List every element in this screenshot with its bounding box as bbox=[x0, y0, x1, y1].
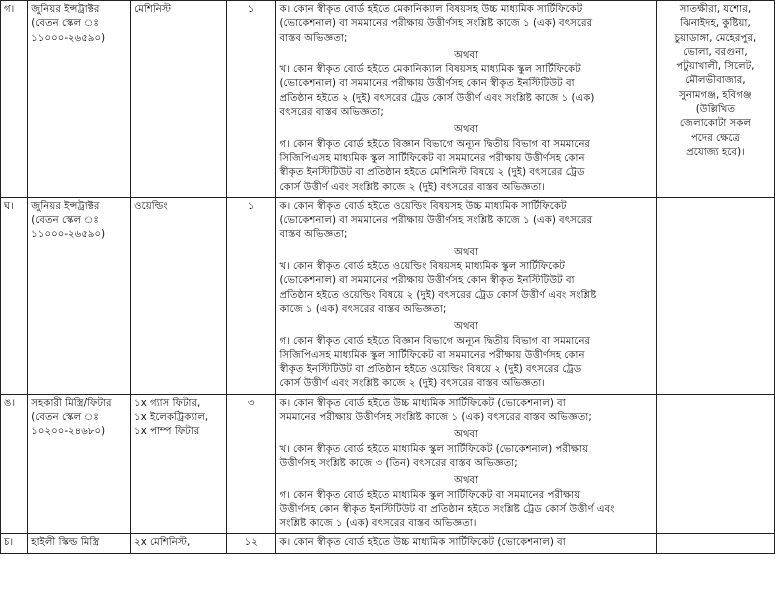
qualification-line: ক। কোন স্বীকৃত বোর্ড হইতে ওয়েল্ডিং বিষয়সহ উচ্চ মাধ্যমিক সার্টিফিকেট bbox=[279, 200, 567, 212]
or-separator: অথবা bbox=[454, 475, 479, 487]
district-line: চুয়াডাঙ্গা, মেহেরপুর, bbox=[674, 32, 757, 44]
district-line: পটুয়াখালী, সিলেট, bbox=[676, 61, 755, 73]
serial-number: চ। bbox=[4, 537, 14, 549]
post-count: ১ bbox=[247, 4, 255, 15]
qualification-line: প্রতিষ্ঠান হইতে ওয়েল্ডিং বিষয়ে ২ (দুই) বৎসরের ট্রেড কোর্স উত্তীর্ণ এবং সংশ্লিষ্ট bbox=[279, 289, 597, 301]
district-quota-cell bbox=[656, 534, 774, 553]
post-cell bbox=[28, 197, 131, 394]
district-line: পদের ক্ষেত্রে bbox=[690, 132, 741, 144]
post-count-cell bbox=[227, 1, 276, 198]
qualification-cell bbox=[276, 534, 656, 553]
district-line: জেলাকোটা সকল bbox=[679, 118, 752, 130]
trade-name-line: ১x গ্যাস ফিটার, bbox=[134, 397, 201, 409]
serial-cell bbox=[1, 394, 28, 534]
post-count-cell bbox=[227, 534, 276, 553]
qualification-line: কোর্স উত্তীর্ণ এবং সংশ্লিষ্ট কাজে ২ (দুই) বৎসরের বাস্তব অভিজ্ঞতা। bbox=[279, 378, 546, 390]
post-cell bbox=[28, 1, 131, 198]
post-name-line: জুনিয়র ইন্সট্রাক্টর bbox=[31, 4, 100, 15]
post-name-line: (বেতন স্কেল ঃ bbox=[31, 215, 99, 227]
district-quota-cell bbox=[656, 1, 774, 198]
table-row bbox=[1, 197, 775, 394]
post-name-line: ১১০০০-২৬৫৯০) bbox=[31, 229, 106, 241]
qualification-line: সিজিপিএসহ মাধ্যমিক স্কুল সার্টিফিকেট বা সমমানের পরীক্ষায় উত্তীর্ণসহ কোন bbox=[279, 152, 585, 164]
qualification-line: (ভোকেশনাল) বা সমমানের পরীক্ষায় উত্তীর্ণসহ কোন স্বীকৃত ইনস্টিটিউট বা bbox=[279, 78, 575, 90]
post-name-line: সহকারী মিস্ত্রি/ফিটার bbox=[31, 397, 112, 409]
qualification-line: (ভোকেশনাল) বা সমমানের পরীক্ষায় উত্তীর্ণসহ সংশ্লিষ্ট কাজে ১ (এক) বৎসরের bbox=[279, 215, 593, 227]
or-separator: অথবা bbox=[454, 124, 479, 136]
qualification-line: স্বীকৃত ইনস্টিটিউট বা প্রতিষ্ঠান হইতে ওয়েল্ডিং বিষয়ে ২ (দুই) বৎসরের ট্রেড bbox=[279, 364, 582, 376]
post-count: ১ bbox=[247, 200, 255, 212]
serial-cell bbox=[1, 197, 28, 394]
qualification-line: ক। কোন স্বীকৃত বোর্ড হইতে মেকানিক্যাল বিষয়সহ উচ্চ মাধ্যমিক সার্টিফিকেট bbox=[279, 4, 583, 15]
or-separator: অথবা bbox=[454, 321, 479, 333]
table-row bbox=[1, 534, 775, 553]
qualification-line: (ভোকেশনাল) বা সমমানের পরীক্ষায় উত্তীর্ণসহ সংশ্লিষ্ট কাজে ১ (এক) বৎসরের bbox=[279, 18, 593, 30]
district-quota-cell bbox=[656, 197, 774, 394]
qualification-line: খ। কোন স্বীকৃত বোর্ড হইতে মেকানিক্যাল বিষয়সহ মাধ্যমিক স্কুল সার্টিফিকেট bbox=[279, 64, 581, 76]
qualification-line: সিজিপিএসহ মাধ্যমিক স্কুল সার্টিফিকেট বা সমমানের পরীক্ষায় উত্তীর্ণসহ কোন bbox=[279, 349, 585, 361]
trade-cell bbox=[131, 1, 227, 198]
qualification-cell bbox=[276, 197, 656, 394]
or-separator: অথবা bbox=[454, 246, 479, 258]
trade-name-line: ২x মেশিনিস্ট, bbox=[134, 537, 191, 549]
qualification-line: বাস্তব অভিজ্ঞতা; bbox=[279, 32, 348, 44]
qualification-line: কোর্স উত্তীর্ণ এবং সংশ্লিষ্ট কাজে ২ (দুই) বৎসরের বাস্তব অভিজ্ঞতা। bbox=[279, 181, 546, 193]
serial-number: গ। bbox=[4, 4, 15, 15]
post-cell bbox=[28, 534, 131, 553]
qualification-line: প্রতিষ্ঠান হইতে ২ (দুই) বৎসরের ট্রেড কোর্স উত্তীর্ণ এবং সংশ্লিষ্ট কাজে ১ (এক) bbox=[279, 92, 595, 104]
serial-number: ঘ। bbox=[4, 200, 14, 212]
post-name-line: ১১০০০-২৬৫৯০) bbox=[31, 32, 106, 44]
trade-cell bbox=[131, 394, 227, 534]
or-separator: অথবা bbox=[454, 429, 479, 441]
qualification-cell bbox=[276, 394, 656, 534]
qualification-line: খ। কোন স্বীকৃত বোর্ড হইতে ওয়েল্ডিং বিষয়সহ মাধ্যমিক স্কুল সার্টিফিকেট bbox=[279, 261, 565, 273]
post-count: ১২ bbox=[244, 537, 258, 549]
district-line: ভোলা, বরগুনা, bbox=[683, 46, 748, 58]
district-line: সাতক্ষীরা, যশোর, bbox=[679, 4, 752, 15]
post-name-line: (বেতন স্কেল ঃ bbox=[31, 18, 99, 30]
qualification-cell bbox=[276, 1, 656, 198]
serial-number: ঙ। bbox=[4, 397, 16, 409]
trade-name-line: ১x পাম্প ফিটার bbox=[134, 426, 200, 438]
trade-name-line: মেশিনিস্ট bbox=[134, 4, 172, 15]
post-name-line: হাইলী স্কিল্ড মিস্ত্রি bbox=[31, 537, 100, 549]
trade-cell bbox=[131, 197, 227, 394]
qualification-line: (ভোকেশনাল) বা সমমানের পরীক্ষায় উত্তীর্ণসহ কোন স্বীকৃত ইনস্টিটিউট বা bbox=[279, 275, 575, 287]
qualification-line: খ। কোন স্বীকৃত বোর্ড হইতে মাধ্যমিক স্কুল সার্টিফিকেট (ভোকেশনাল) পরীক্ষায় bbox=[279, 443, 589, 455]
table-row bbox=[1, 1, 775, 198]
post-count-cell bbox=[227, 394, 276, 534]
table-row bbox=[1, 394, 775, 534]
trade-name-line: ১x ইলেকট্রিক্যাল, bbox=[134, 412, 209, 424]
table-body bbox=[1, 1, 775, 554]
district-quota-cell bbox=[656, 394, 774, 534]
qualification-line: উত্তীর্ণসহ কোন স্বীকৃত ইনস্টিটিউট বা প্রতিষ্ঠান হইতে সংশ্লিষ্ট ট্রেড কোর্স উত্তীর্ণ এবং bbox=[279, 503, 615, 515]
post-count: ৩ bbox=[247, 397, 255, 409]
post-name-line: জুনিয়র ইন্সট্রাক্টর bbox=[31, 200, 100, 212]
qualification-line: বৎসরের বাস্তব অভিজ্ঞতা; bbox=[279, 107, 384, 119]
serial-cell bbox=[1, 1, 28, 198]
qualification-line: উত্তীর্ণসহ সংশ্লিষ্ট কাজে ৩ (তিন) বৎসরের বাস্তব অভিজ্ঞতা; bbox=[279, 457, 518, 469]
post-cell bbox=[28, 394, 131, 534]
qualification-line: সংশ্লিষ্ট কাজে ১ (এক) বৎসরের বাস্তব অভিজ্ঞতা। bbox=[279, 518, 477, 530]
qualification-line: স্বীকৃত ইনস্টিটিউট বা প্রতিষ্ঠান হইতে মেশিনিস্ট বিষয়ে ২ (দুই) বৎসরের ট্রেড bbox=[279, 167, 585, 179]
district-line: মৌলভীবাজার, bbox=[685, 75, 746, 87]
post-name-line: ১০২০০-২৪৬৮০) bbox=[31, 426, 106, 438]
qualification-line: ক। কোন স্বীকৃত বোর্ড হইতে উচ্চ মাধ্যমিক সার্টিফিকেট (ভোকেশনাল) বা bbox=[279, 397, 566, 409]
qualification-line: গ। কোন স্বীকৃত বোর্ড হইতে মাধ্যমিক স্কুল সার্টিফিকেট বা সমমানের পরীক্ষায় bbox=[279, 489, 581, 501]
district-line: (উল্লিখিত bbox=[695, 104, 736, 116]
qualification-line: ক। কোন স্বীকৃত বোর্ড হইতে উচ্চ মাধ্যমিক সার্টিফিকেট (ভোকেশনাল) বা bbox=[279, 537, 566, 549]
qualification-line: কাজে ১ (এক) বৎসরের বাস্তব অভিজ্ঞতা; bbox=[279, 303, 447, 315]
district-line: ঝিনাইদহ, কুষ্টিয়া, bbox=[680, 18, 751, 30]
district-line: প্রযোজ্য হবে)। bbox=[686, 146, 745, 158]
trade-cell bbox=[131, 534, 227, 553]
qualification-line: গ। কোন স্বীকৃত বোর্ড হইতে বিজ্ঞান বিভাগে অন্যূন দ্বিতীয় বিভাগ বা সমমানের bbox=[279, 335, 591, 347]
post-name-line: (বেতন স্কেল ঃ bbox=[31, 412, 99, 424]
qualification-line: বাস্তব অভিজ্ঞতা; bbox=[279, 229, 348, 241]
serial-cell bbox=[1, 534, 28, 553]
qualification-line: গ। কোন স্বীকৃত বোর্ড হইতে বিজ্ঞান বিভাগে অন্যূন দ্বিতীয় বিভাগ বা সমমানের bbox=[279, 138, 591, 150]
qualification-line: সমমানের পরীক্ষায় উত্তীর্ণসহ সংশ্লিষ্ট কাজে ১ (এক) বৎসরের বাস্তব অভিজ্ঞতা; bbox=[279, 412, 592, 424]
or-separator: অথবা bbox=[454, 49, 479, 61]
district-line: সুনামগঞ্জ, হবিগঞ্জ bbox=[679, 89, 752, 101]
post-count-cell bbox=[227, 197, 276, 394]
trade-name-line: ওয়েল্ডিং bbox=[134, 200, 168, 212]
